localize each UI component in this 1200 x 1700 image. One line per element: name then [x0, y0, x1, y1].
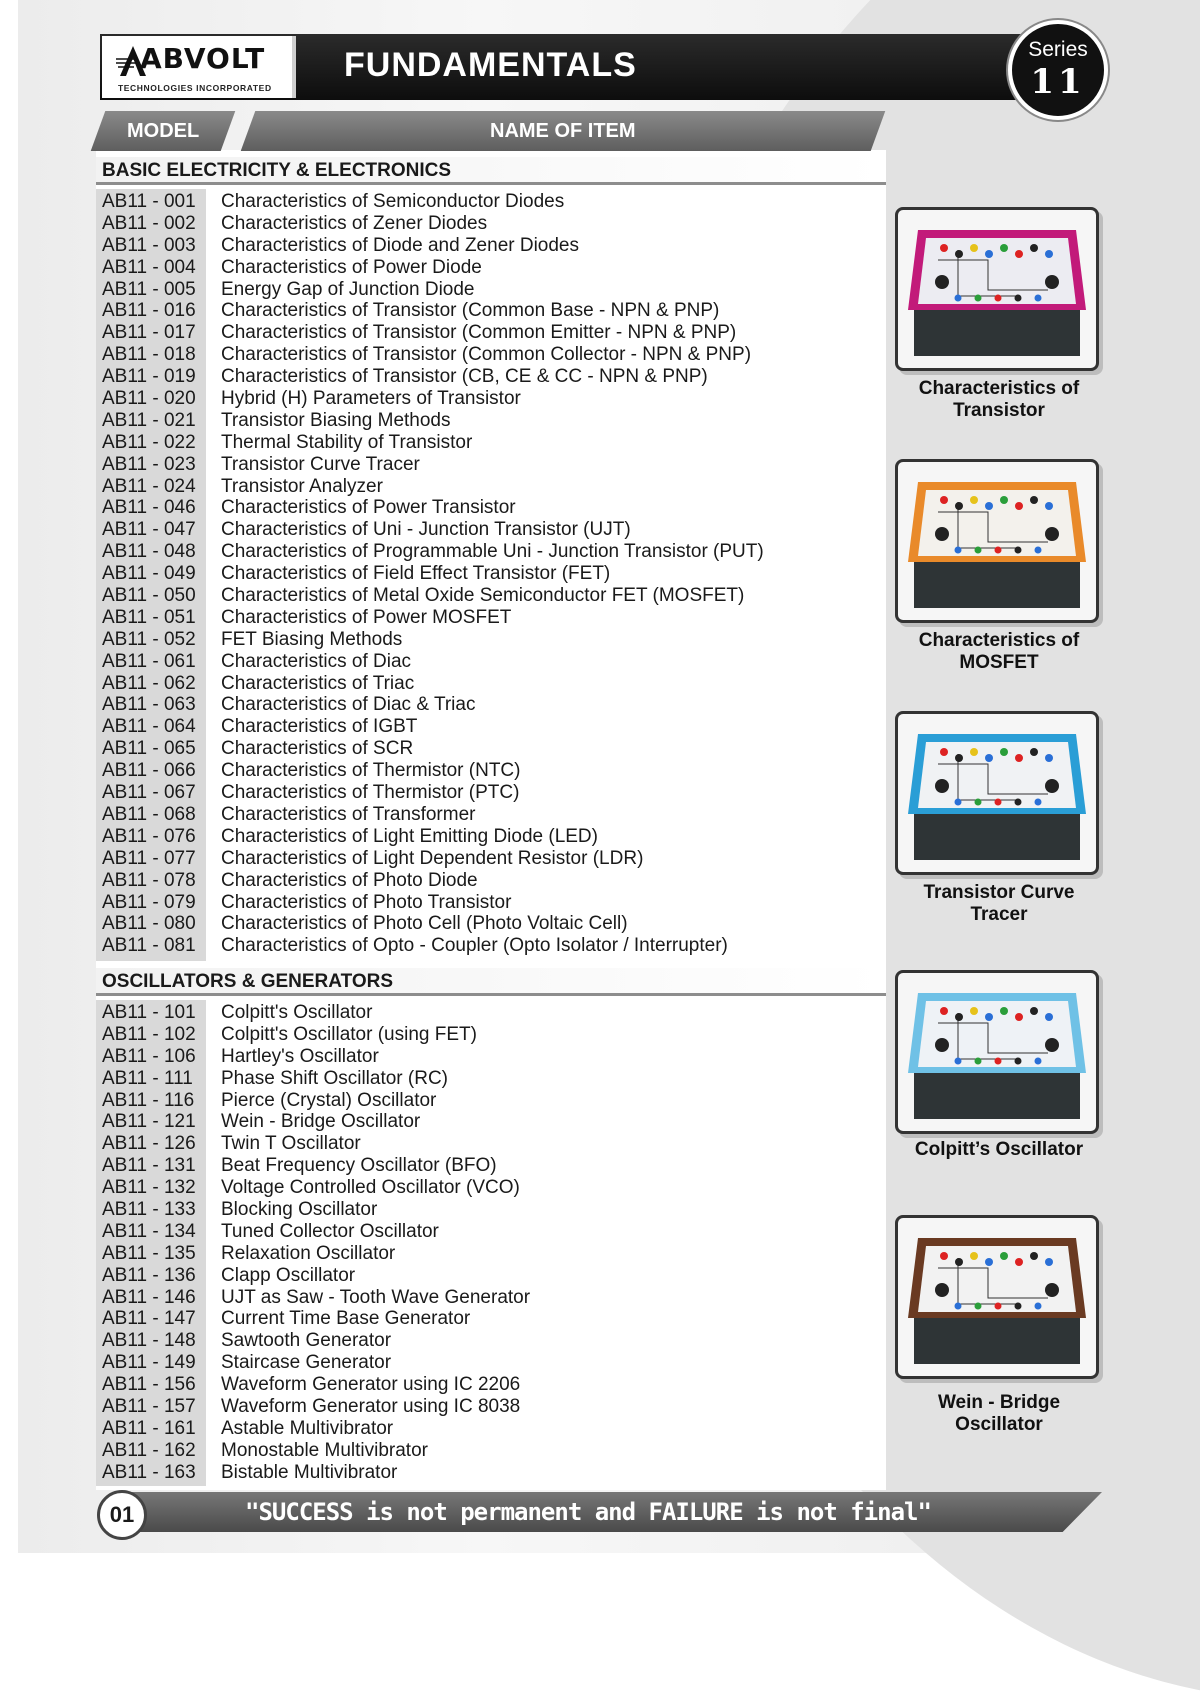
item-name: Characteristics of Triac	[221, 672, 415, 694]
item-name: Staircase Generator	[221, 1352, 392, 1374]
item-row	[102, 1462, 862, 1484]
model-code: AB11 - 052	[102, 628, 196, 650]
item-name: Relaxation Oscillator	[221, 1242, 396, 1264]
product-caption-line: Characteristics of	[918, 630, 1080, 651]
item-name: Characteristics of Transistor (CB, CE & CC - NPN & PNP)	[221, 366, 708, 388]
item-row	[102, 454, 862, 476]
model-code: AB11 - 147	[102, 1308, 196, 1330]
item-row	[102, 848, 862, 870]
item-row	[102, 870, 862, 892]
item-name: Characteristics of Diode and Zener Diodes	[221, 234, 580, 256]
item-row	[102, 1024, 862, 1046]
item-row	[102, 1396, 862, 1418]
footer-quote: "SUCCESS is not permanent and FAILURE is not final"	[245, 1498, 931, 1526]
model-code: AB11 - 132	[102, 1177, 196, 1199]
item-name: Characteristics of Opto - Coupler (Opto Isolator / Interrupter)	[221, 935, 728, 957]
model-code: AB11 - 101	[102, 1002, 196, 1023]
item-name: Phase Shift Oscillator (RC)	[221, 1067, 449, 1089]
trainer-kit-illustration	[898, 210, 1096, 368]
model-code: AB11 - 078	[102, 869, 196, 891]
item-row	[102, 1265, 862, 1287]
item-row	[102, 1199, 862, 1221]
item-row	[102, 804, 862, 826]
item-name: Astable Multivibrator	[221, 1417, 394, 1439]
item-name: Hybrid (H) Parameters of Transistor	[221, 388, 521, 410]
item-row	[102, 432, 862, 454]
model-code: AB11 - 111	[102, 1067, 193, 1089]
model-code: AB11 - 018	[102, 344, 196, 366]
product-caption-line: Transistor Curve	[923, 882, 1075, 903]
trainer-kit-illustration	[898, 973, 1096, 1131]
item-row	[102, 694, 862, 716]
model-code: AB11 - 081	[102, 935, 196, 957]
item-name: Characteristics of Uni - Junction Transistor (UJT)	[221, 519, 631, 541]
item-row	[102, 388, 862, 410]
item-name: Blocking Oscillator	[221, 1199, 378, 1221]
item-name: Thermal Stability of Transistor	[221, 431, 473, 453]
model-code: AB11 - 126	[102, 1133, 196, 1155]
item-name: Characteristics of Power Transistor	[221, 497, 516, 519]
item-name: Characteristics of Field Effect Transistor (FET)	[221, 563, 611, 585]
item-row	[102, 651, 862, 673]
item-row	[102, 322, 862, 344]
item-name: Characteristics of Diac & Triac	[221, 694, 476, 716]
model-code: AB11 - 019	[102, 366, 196, 388]
item-row	[102, 191, 862, 213]
item-name: Waveform Generator using IC 2206	[221, 1374, 521, 1396]
model-code: AB11 - 106	[102, 1045, 196, 1067]
column-header-model	[91, 111, 236, 151]
item-name: Tuned Collector Oscillator	[221, 1220, 439, 1242]
model-code: AB11 - 003	[102, 234, 196, 256]
section-title-oscillators: OSCILLATORS & GENERATORS	[96, 968, 886, 996]
column-header-name	[241, 111, 886, 151]
item-row	[102, 344, 862, 366]
brand-logo	[102, 36, 296, 98]
item-row	[102, 476, 862, 498]
page-number: 01	[97, 1490, 147, 1540]
model-code: AB11 - 066	[102, 760, 196, 782]
model-code: AB11 - 023	[102, 453, 196, 475]
section-title-basic-electronics: BASIC ELECTRICITY & ELECTRONICS	[96, 157, 886, 185]
model-code: AB11 - 131	[102, 1155, 196, 1177]
model-code: AB11 - 017	[102, 322, 196, 344]
item-name: Characteristics of Transistor (Common Collector - NPN & PNP)	[221, 344, 752, 366]
brand-tagline: TECHNOLOGIES INCORPORATED	[118, 83, 272, 93]
trainer-kit-illustration	[898, 462, 1096, 620]
model-code: AB11 - 048	[102, 541, 196, 563]
item-name: Characteristics of Transistor (Common Emitter - NPN & PNP)	[221, 322, 737, 344]
product-caption-line: MOSFET	[959, 652, 1039, 673]
model-code: AB11 - 077	[102, 847, 196, 869]
model-code: AB11 - 149	[102, 1352, 196, 1374]
item-row	[102, 563, 862, 585]
product-caption	[890, 630, 1108, 674]
model-code: AB11 - 061	[102, 650, 196, 672]
item-row	[102, 935, 862, 957]
item-name: Monostable Multivibrator	[221, 1439, 428, 1461]
item-row	[102, 213, 862, 235]
model-code: AB11 - 116	[102, 1089, 195, 1111]
model-code: AB11 - 079	[102, 891, 196, 913]
item-name: Colpitt's Oscillator	[221, 1002, 373, 1023]
product-caption-line: Tracer	[970, 904, 1028, 925]
item-list-basic-electronics	[102, 191, 862, 957]
brand-name: ABVOLT	[140, 42, 266, 75]
product-caption	[890, 1139, 1108, 1161]
item-row	[102, 673, 862, 695]
product-caption	[890, 378, 1108, 422]
item-row	[102, 892, 862, 914]
item-row	[102, 541, 862, 563]
product-caption-line: Oscillator	[955, 1414, 1043, 1435]
product-photo	[895, 970, 1099, 1134]
product-photo	[895, 459, 1099, 623]
model-code: AB11 - 064	[102, 716, 196, 738]
model-code: AB11 - 136	[102, 1264, 196, 1286]
item-row	[102, 300, 862, 322]
item-row	[102, 1243, 862, 1265]
series-badge	[1008, 20, 1108, 120]
model-code: AB11 - 134	[102, 1220, 196, 1242]
item-name: Pierce (Crystal) Oscillator	[221, 1089, 437, 1111]
item-name: Characteristics of Transformer	[221, 803, 476, 825]
column-header-model-label: MODEL	[126, 120, 200, 142]
item-name: Sawtooth Generator	[221, 1330, 392, 1352]
item-list-oscillators	[102, 1002, 862, 1484]
model-code: AB11 - 146	[102, 1286, 196, 1308]
item-row	[102, 1221, 862, 1243]
model-code: AB11 - 162	[102, 1439, 196, 1461]
item-name: Characteristics of Metal Oxide Semiconductor FET (MOSFET)	[221, 585, 745, 607]
item-row	[102, 1068, 862, 1090]
model-code: AB11 - 001	[102, 191, 196, 212]
series-label: Series	[1028, 38, 1088, 61]
model-code: AB11 - 051	[102, 606, 196, 628]
item-row	[102, 1046, 862, 1068]
model-code: AB11 - 024	[102, 475, 196, 497]
item-row	[102, 235, 862, 257]
model-code: AB11 - 135	[102, 1242, 196, 1264]
item-row	[102, 497, 862, 519]
item-row	[102, 585, 862, 607]
item-row	[102, 1287, 862, 1309]
item-name: Characteristics of Thermistor (NTC)	[221, 760, 521, 782]
item-name: Characteristics of Transistor (Common Base - NPN & PNP)	[221, 300, 720, 322]
model-code: AB11 - 016	[102, 300, 196, 322]
model-code: AB11 - 022	[102, 431, 196, 453]
item-name: Characteristics of Photo Diode	[221, 869, 478, 891]
item-name: Transistor Curve Tracer	[221, 453, 420, 475]
model-code: AB11 - 133	[102, 1199, 196, 1221]
item-name: Twin T Oscillator	[221, 1133, 361, 1155]
item-row	[102, 519, 862, 541]
item-name: Characteristics of SCR	[221, 738, 414, 760]
model-code: AB11 - 156	[102, 1374, 196, 1396]
item-name: Waveform Generator using IC 8038	[221, 1396, 521, 1418]
product-caption-line: Colpitt’s Oscillator	[914, 1139, 1084, 1160]
series-number: 11	[1030, 62, 1086, 102]
item-row	[102, 1308, 862, 1330]
item-name: Colpitt's Oscillator (using FET)	[221, 1023, 477, 1045]
item-row	[102, 257, 862, 279]
model-code: AB11 - 161	[102, 1417, 196, 1439]
model-code: AB11 - 021	[102, 409, 196, 431]
product-photo	[895, 711, 1099, 875]
model-code: AB11 - 157	[102, 1396, 196, 1418]
item-row	[102, 279, 862, 301]
model-code: AB11 - 063	[102, 694, 196, 716]
item-name: Energy Gap of Junction Diode	[221, 278, 475, 300]
item-row	[102, 826, 862, 848]
model-code: AB11 - 004	[102, 256, 196, 278]
item-name: Characteristics of Programmable Uni - Junction Transistor (PUT)	[221, 541, 764, 563]
item-name: Characteristics of Power MOSFET	[221, 606, 512, 628]
model-code: AB11 - 047	[102, 519, 196, 541]
model-code: AB11 - 005	[102, 278, 196, 300]
item-name: Transistor Biasing Methods	[221, 409, 451, 431]
model-code: AB11 - 076	[102, 825, 196, 847]
item-row	[102, 782, 862, 804]
item-name: Characteristics of Diac	[221, 650, 412, 672]
product-caption-line: Characteristics of	[918, 378, 1080, 399]
model-code: AB11 - 121	[102, 1111, 196, 1133]
product-caption	[890, 882, 1108, 926]
item-name: Bistable Multivibrator	[221, 1461, 398, 1483]
item-name: FET Biasing Methods	[221, 628, 403, 650]
item-name: Characteristics of Photo Cell (Photo Voltaic Cell)	[221, 913, 628, 935]
model-code: AB11 - 163	[102, 1461, 196, 1483]
item-name: Characteristics of Photo Transistor	[221, 891, 512, 913]
item-row	[102, 760, 862, 782]
item-name: Voltage Controlled Oscillator (VCO)	[221, 1177, 520, 1199]
product-caption-line: Wein - Bridge	[937, 1392, 1061, 1413]
item-name: Characteristics of Power Diode	[221, 256, 482, 278]
item-row	[102, 1177, 862, 1199]
item-row	[102, 607, 862, 629]
item-name: Characteristics of Thermistor (PTC)	[221, 782, 520, 804]
column-header-name-label: NAME OF ITEM	[490, 120, 636, 142]
item-name: Hartley's Oscillator	[221, 1045, 379, 1067]
item-name: Characteristics of Semiconductor Diodes	[221, 191, 565, 212]
item-row	[102, 1374, 862, 1396]
page-title: FUNDAMENTALS	[344, 46, 637, 84]
item-row	[102, 1155, 862, 1177]
model-code: AB11 - 065	[102, 738, 196, 760]
trainer-kit-illustration	[898, 714, 1096, 872]
model-code: AB11 - 102	[102, 1023, 196, 1045]
item-row	[102, 1330, 862, 1352]
item-name: Clapp Oscillator	[221, 1264, 356, 1286]
item-row	[102, 410, 862, 432]
item-name: Current Time Base Generator	[221, 1308, 471, 1330]
item-name: Characteristics of Zener Diodes	[221, 212, 488, 234]
item-row	[102, 716, 862, 738]
model-code: AB11 - 067	[102, 782, 196, 804]
item-row	[102, 1440, 862, 1462]
item-row	[102, 913, 862, 935]
item-row	[102, 1418, 862, 1440]
item-row	[102, 1111, 862, 1133]
item-name: Wein - Bridge Oscillator	[221, 1111, 421, 1133]
item-name: Transistor Analyzer	[221, 475, 383, 497]
model-code: AB11 - 148	[102, 1330, 196, 1352]
item-row	[102, 1002, 862, 1024]
model-code: AB11 - 049	[102, 563, 196, 585]
model-code: AB11 - 046	[102, 497, 196, 519]
product-caption-line: Transistor	[953, 400, 1045, 421]
item-name: Beat Frequency Oscillator (BFO)	[221, 1155, 497, 1177]
model-code: AB11 - 002	[102, 212, 196, 234]
model-code: AB11 - 062	[102, 672, 196, 694]
item-name: Characteristics of Light Emitting Diode (LED)	[221, 825, 598, 847]
item-name: Characteristics of IGBT	[221, 716, 418, 738]
product-photo	[895, 207, 1099, 371]
item-row	[102, 1133, 862, 1155]
item-name: UJT as Saw - Tooth Wave Generator	[221, 1286, 531, 1308]
item-row	[102, 366, 862, 388]
trainer-kit-illustration	[898, 1218, 1096, 1376]
item-row	[102, 629, 862, 651]
model-code: AB11 - 080	[102, 913, 196, 935]
item-row	[102, 1090, 862, 1112]
item-row	[102, 1352, 862, 1374]
model-code: AB11 - 050	[102, 585, 196, 607]
model-code: AB11 - 020	[102, 388, 196, 410]
model-code: AB11 - 068	[102, 803, 196, 825]
item-row	[102, 738, 862, 760]
item-name: Characteristics of Light Dependent Resistor (LDR)	[221, 847, 644, 869]
product-caption	[890, 1392, 1108, 1436]
product-photo	[895, 1215, 1099, 1379]
